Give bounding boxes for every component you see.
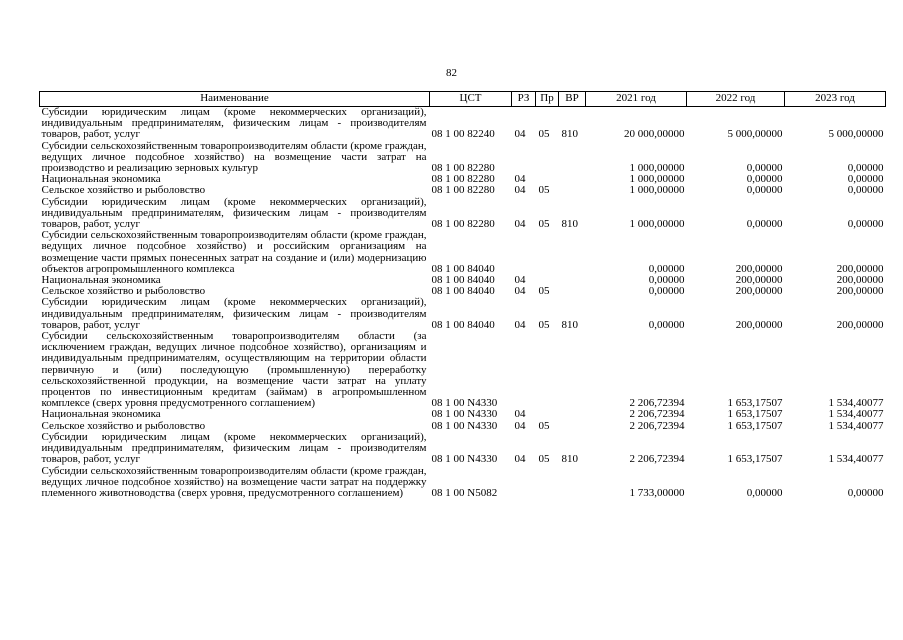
row-2022-cell: 0,00000 — [746, 218, 783, 231]
row-vr-cell — [559, 230, 586, 275]
row-2023-cell: 200,00000 — [836, 262, 884, 275]
table-row — [40, 141, 886, 175]
row-vr-cell: 810 — [561, 218, 578, 231]
row-rz-cell — [512, 230, 536, 275]
row-cst-cell: 08 1 00 84040 — [431, 274, 495, 287]
row-cst-cell: 08 1 00 84040 — [431, 318, 495, 331]
column-header-2022: 2022 год — [687, 92, 785, 107]
row-rz-cell: 04 — [514, 408, 526, 421]
row-name-cell: Субсидии юридическим лицам (кроме некоммерческих организаций), индивидуальным предпринимателям, физическим лицам - производителям товаров, работ, услуг — [41, 195, 427, 231]
row-2022-cell: 0,00000 — [746, 173, 783, 186]
row-rz-cell: 04 — [514, 419, 526, 432]
column-header-cst: ЦСТ — [430, 92, 512, 107]
row-rz-cell: 04 — [514, 274, 526, 287]
row-name-cell: Субсидии сельскохозяйственным товаропроизводителям области (кроме граждан, ведущих личное подсобное хозяйство) и российским организациям на возмещение части прямых понесенных затрат на создание и (или) модернизацию объектов агропромышленного комплекса — [41, 229, 427, 275]
row-pr-cell — [536, 466, 559, 500]
table-header-row — [40, 92, 886, 107]
row-pr-cell: 05 — [538, 184, 550, 197]
budget-table — [39, 91, 886, 499]
row-pr-cell — [536, 230, 559, 275]
page-number: 82 — [446, 67, 457, 79]
row-vr-cell — [559, 174, 586, 185]
row-cst-cell: 08 1 00 N4330 — [431, 408, 498, 421]
row-cst-cell: 08 1 00 N4330 — [431, 453, 498, 466]
row-name-cell: Национальная экономика — [41, 274, 161, 287]
row-2022-cell: 1 653,17507 — [727, 453, 783, 466]
row-2023-cell: 0,00000 — [847, 173, 884, 186]
row-2023-cell: 200,00000 — [836, 285, 884, 298]
row-pr-cell: 05 — [538, 218, 550, 231]
row-2023-cell: 200,00000 — [836, 318, 884, 331]
row-cst-cell: 08 1 00 N4330 — [431, 397, 498, 410]
row-name-cell: Субсидии сельскохозяйственным товаропроизводителям области (кроме граждан, ведущих личное подсобное хозяйство) на возмещение части затрат на поддержку племенного животноводства (сверх уровня, предусмотренного соглашением) — [41, 464, 427, 499]
row-2023-cell: 1 534,40077 — [828, 419, 884, 432]
table-row — [40, 107, 886, 141]
row-pr-cell: 05 — [538, 453, 550, 466]
row-2022-cell: 200,00000 — [735, 318, 783, 331]
row-rz-cell: 04 — [514, 218, 526, 231]
table-row — [40, 297, 886, 331]
row-cst-cell: 08 1 00 82240 — [431, 128, 495, 141]
row-cst-cell: 08 1 00 N5082 — [431, 486, 498, 499]
row-2022-cell: 0,00000 — [746, 162, 783, 175]
table-row — [40, 466, 886, 500]
row-cst-cell: 08 1 00 N4330 — [431, 419, 498, 432]
table-row — [40, 185, 886, 196]
row-rz-cell: 04 — [514, 318, 526, 331]
row-vr-cell: 810 — [561, 318, 578, 331]
row-2022-cell: 1 653,17507 — [727, 408, 783, 421]
row-vr-cell — [559, 185, 586, 196]
table-row — [40, 432, 886, 466]
table-row — [40, 230, 886, 275]
row-cst-cell: 08 1 00 82280 — [431, 184, 495, 197]
row-name-cell: Сельское хозяйство и рыболовство — [41, 184, 206, 197]
row-2022-cell: 200,00000 — [735, 274, 783, 287]
row-pr-cell — [536, 331, 559, 409]
row-2023-cell: 1 534,40077 — [828, 453, 884, 466]
row-pr-cell: 05 — [538, 419, 550, 432]
row-rz-cell: 04 — [514, 285, 526, 298]
table-row — [40, 331, 886, 409]
row-vr-cell — [559, 275, 586, 286]
row-name-cell: Субсидии сельскохозяйственным товаропроизводителям области (кроме граждан, ведущих личное подсобное хозяйство) на возмещение части затрат на производство и реализацию зерновых культур — [41, 139, 427, 175]
row-rz-cell: 04 — [514, 184, 526, 197]
row-cst-cell: 08 1 00 82280 — [431, 162, 495, 175]
row-2023-cell: 1 534,40077 — [828, 408, 884, 421]
row-2022-cell: 1 653,17507 — [727, 419, 783, 432]
row-pr-cell: 05 — [538, 318, 550, 331]
table-row — [40, 409, 886, 420]
row-name-cell: Сельское хозяйство и рыболовство — [41, 419, 206, 432]
row-rz-cell — [512, 141, 536, 175]
row-vr-cell — [559, 421, 586, 432]
row-cst-cell: 08 1 00 84040 — [431, 285, 495, 298]
row-2022-cell: 5 000,00000 — [727, 128, 783, 141]
row-2022-cell: 200,00000 — [735, 262, 783, 275]
column-header-2021: 2021 год — [586, 92, 687, 107]
row-vr-cell — [559, 331, 586, 409]
row-pr-cell: 05 — [538, 285, 550, 298]
row-cst-cell: 08 1 00 82280 — [431, 218, 495, 231]
row-2023-cell: 0,00000 — [847, 184, 884, 197]
column-header-pr: Пр — [536, 92, 559, 107]
row-2021-cell: 0,00000 — [648, 274, 685, 287]
row-vr-cell — [559, 409, 586, 420]
row-vr-cell: 810 — [561, 453, 578, 466]
row-2021-cell: 1 000,00000 — [629, 184, 685, 197]
row-2021-cell: 0,00000 — [648, 262, 685, 275]
row-2021-cell: 0,00000 — [648, 285, 685, 298]
row-2023-cell: 0,00000 — [847, 218, 884, 231]
column-header-name: Наименование — [40, 92, 430, 107]
row-2021-cell: 1 000,00000 — [629, 173, 685, 186]
row-2022-cell: 1 653,17507 — [727, 397, 783, 410]
row-vr-cell — [559, 141, 586, 175]
row-name-cell: Субсидии юридическим лицам (кроме некоммерческих организаций), индивидуальным предпринимателям, физическим лицам - производителям товаров, работ, услуг — [41, 106, 427, 141]
row-name-cell: Национальная экономика — [41, 408, 161, 421]
row-2023-cell: 1 534,40077 — [828, 397, 884, 410]
table-row — [40, 197, 886, 231]
row-name-cell: Субсидии юридическим лицам (кроме некоммерческих организаций), индивидуальным предпринимателям, физическим лицам - производителям товаров, работ, услуг — [41, 296, 427, 331]
row-vr-cell: 810 — [561, 128, 578, 141]
row-rz-cell: 04 — [514, 453, 526, 466]
row-2022-cell: 0,00000 — [746, 184, 783, 197]
row-2022-cell: 0,00000 — [746, 486, 783, 499]
row-name-cell: Субсидии юридическим лицам (кроме некоммерческих организаций), индивидуальным предпринимателям, физическим лицам - производителям товаров, работ, услуг — [41, 430, 427, 466]
row-rz-cell — [512, 466, 536, 500]
row-2023-cell: 200,00000 — [836, 274, 884, 287]
row-vr-cell — [559, 286, 586, 297]
row-pr-cell: 05 — [538, 128, 550, 141]
row-2023-cell: 0,00000 — [847, 162, 884, 175]
row-cst-cell: 08 1 00 84040 — [431, 262, 495, 275]
row-name-cell: Субсидии сельскохозяйственным товаропроизводителям области (за исключением граждан, ведущих личное подсобное хозяйство), организациям и индивидуальным предпринимателям, осуществляющим на территории области первичную и (или) последующую (промышленную) переработку сельскохозяйственной продукции, на возмещение части затрат на уплату процентов по инвестиционным кредитам (займам) в агропромышленном комплексе (сверх уровня предусмотренного соглашением) — [41, 330, 427, 410]
row-2021-cell: 2 206,72394 — [629, 453, 685, 466]
row-2023-cell: 0,00000 — [847, 486, 884, 499]
row-name-cell: Национальная экономика — [41, 173, 161, 186]
row-2021-cell: 2 206,72394 — [629, 397, 685, 410]
row-2021-cell: 1 000,00000 — [629, 218, 685, 231]
row-rz-cell — [512, 331, 536, 409]
row-2021-cell: 1 000,00000 — [629, 162, 685, 175]
row-name-cell: Сельское хозяйство и рыболовство — [41, 285, 206, 298]
row-vr-cell — [559, 466, 586, 500]
row-pr-cell — [536, 141, 559, 175]
row-2021-cell: 1 733,00000 — [629, 486, 685, 499]
row-rz-cell: 04 — [514, 173, 526, 186]
row-pr-cell — [536, 409, 559, 420]
row-rz-cell: 04 — [514, 128, 526, 141]
table-body — [40, 107, 886, 500]
row-2021-cell: 0,00000 — [648, 318, 685, 331]
row-2021-cell: 2 206,72394 — [629, 419, 685, 432]
column-header-2023: 2023 год — [785, 92, 886, 107]
row-2021-cell: 2 206,72394 — [629, 408, 685, 421]
row-2023-cell: 5 000,00000 — [828, 128, 884, 141]
row-2021-cell: 20 000,00000 — [624, 128, 685, 141]
row-cst-cell: 08 1 00 82280 — [431, 173, 495, 186]
row-2022-cell: 200,00000 — [735, 285, 783, 298]
column-header-vr: ВР — [559, 92, 586, 107]
column-header-rz: РЗ — [512, 92, 536, 107]
